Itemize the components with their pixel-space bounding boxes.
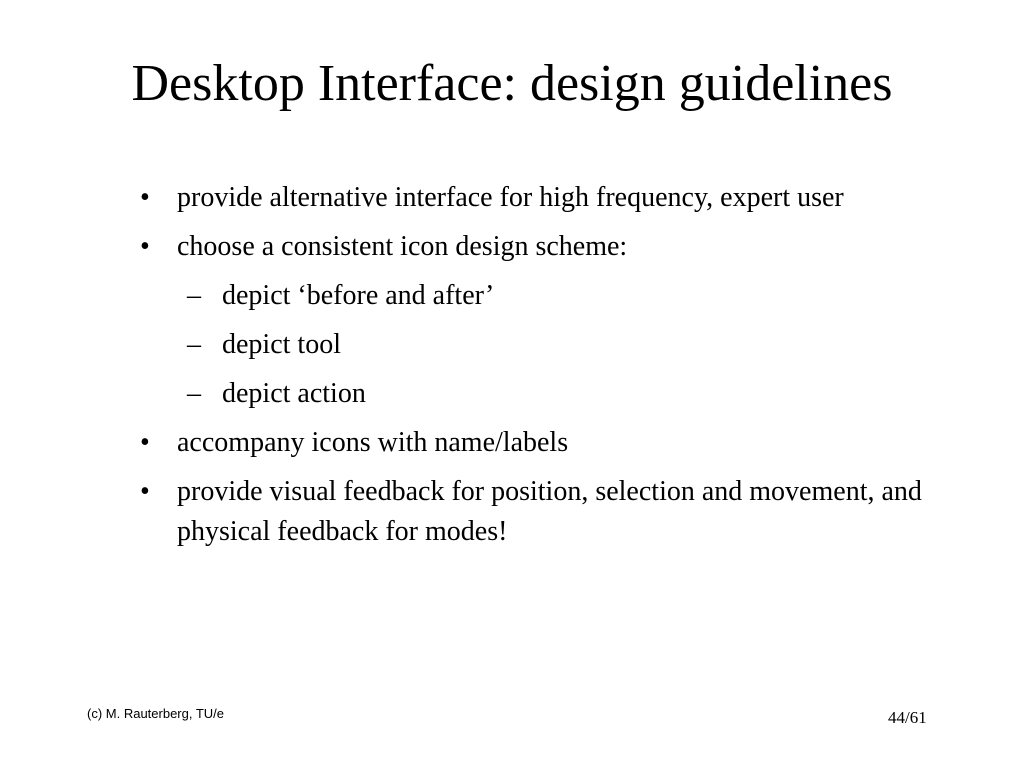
sub-list-item-text: depict ‘before and after’ — [222, 280, 495, 311]
sub-list-item — [0, 325, 922, 365]
dash-marker: – — [187, 329, 201, 360]
list-item — [0, 472, 933, 552]
bullet-marker: • — [140, 231, 150, 262]
slide-title: Desktop Interface: design guidelines — [131, 55, 893, 112]
footer-copyright: (c) M. Rauterberg, TU/e — [87, 706, 225, 721]
sub-list-item — [0, 374, 922, 414]
list-item-text: provide alternative interface for high frequency, expert user — [177, 182, 844, 213]
list-item — [0, 423, 933, 463]
bullet-list — [0, 178, 1024, 561]
list-item — [0, 227, 933, 267]
footer-page-number: 44/61 — [888, 708, 927, 727]
sub-list-item-text: depict tool — [222, 329, 341, 360]
bullet-marker: • — [140, 476, 150, 507]
sub-list-item — [0, 276, 922, 316]
list-item-text: choose a consistent icon design scheme: — [177, 231, 628, 262]
list-item-text: accompany icons with name/labels — [177, 427, 569, 458]
dash-marker: – — [187, 280, 201, 311]
dash-marker: – — [187, 378, 201, 409]
list-item — [0, 178, 933, 218]
list-item-text: provide visual feedback for position, selection and movement, and physical feedback for modes! — [177, 476, 922, 547]
bullet-marker: • — [140, 182, 150, 213]
sub-list-item-text: depict action — [222, 378, 366, 409]
bullet-marker: • — [140, 427, 150, 458]
